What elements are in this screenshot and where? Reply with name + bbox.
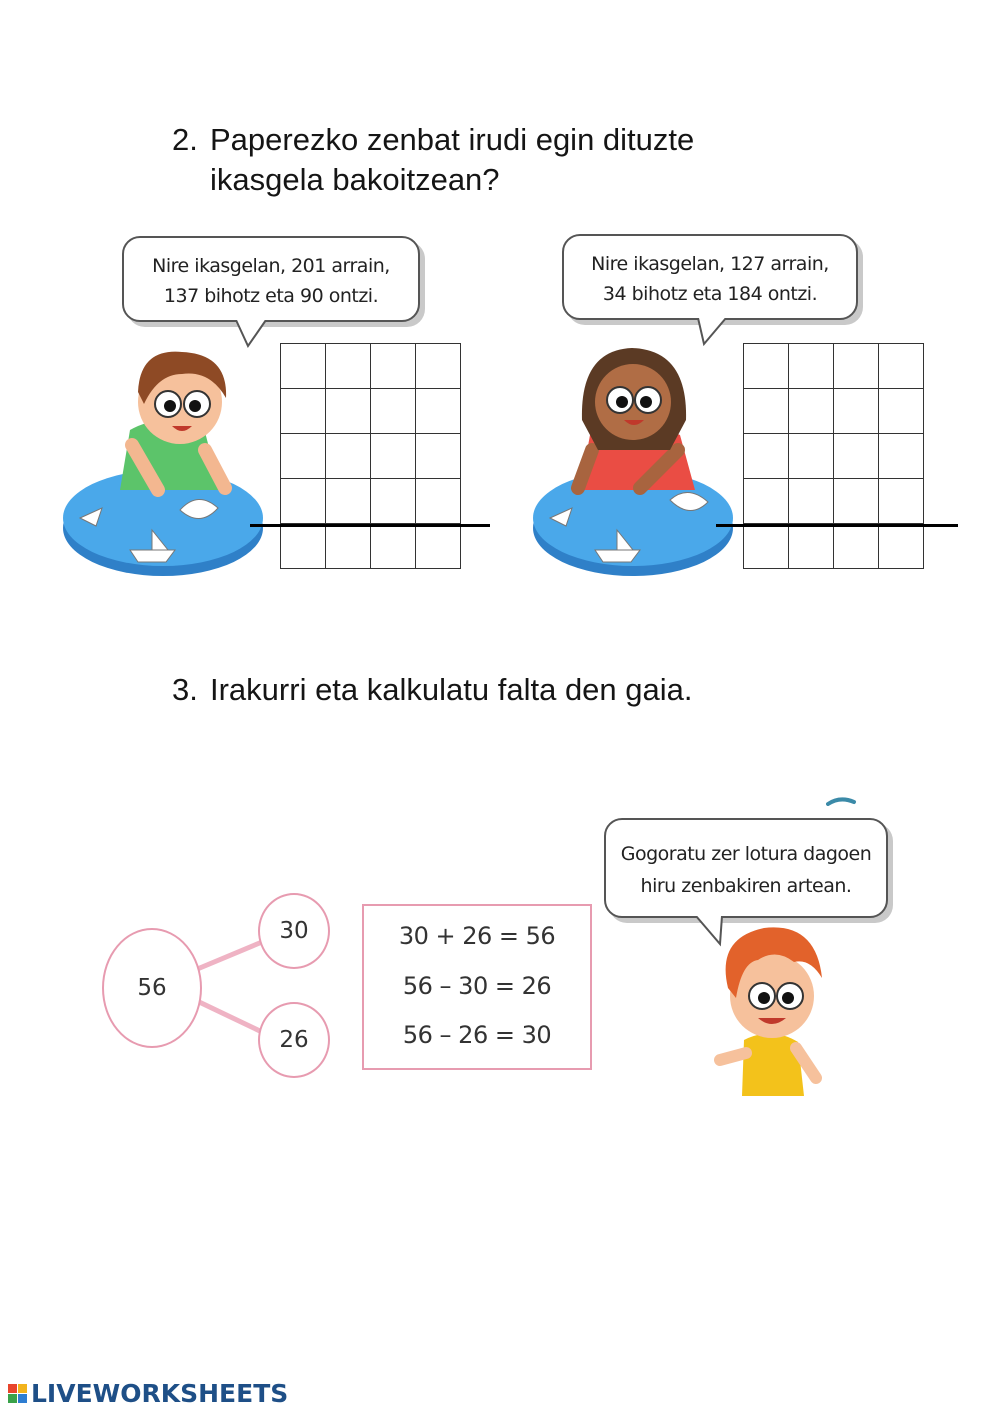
grid-cell[interactable] <box>879 524 924 569</box>
grid-cell[interactable] <box>879 389 924 434</box>
bubble-text-line-1: Gogoratu zer lotura dagoen <box>620 843 872 865</box>
grid-cell[interactable] <box>834 434 879 479</box>
equation-3: 56 – 26 = 30 <box>402 1021 552 1049</box>
grid-cell[interactable] <box>789 389 834 434</box>
grid-cell[interactable] <box>789 344 834 389</box>
speech-bubble-hint <box>604 818 888 918</box>
question-text-line-2: ikasgela bakoitzean? <box>210 162 500 197</box>
answer-grid-2 <box>743 343 924 569</box>
logo-icon <box>8 1383 28 1405</box>
grid-cell[interactable] <box>744 344 789 389</box>
grid-cell[interactable] <box>834 479 879 524</box>
grid-cell[interactable] <box>416 524 461 569</box>
number-bond-connectors <box>0 0 400 1100</box>
grid-cell[interactable] <box>744 389 789 434</box>
grid-cell[interactable] <box>416 389 461 434</box>
bubble-text-line-2: 34 bihotz eta 184 ontzi. <box>602 283 818 305</box>
number-bond-whole <box>102 928 202 1048</box>
grid-cell[interactable] <box>416 434 461 479</box>
number-bond-part-bottom <box>258 1002 330 1078</box>
logo-text: LIVEWORKSHEETS <box>31 1379 289 1408</box>
speech-bubble-girl <box>562 234 858 320</box>
equation-2: 56 – 30 = 26 <box>402 972 552 1000</box>
bubble-text-line-1: Nire ikasgelan, 201 arrain, <box>152 255 390 277</box>
grid-cell[interactable] <box>834 524 879 569</box>
equation-1: 30 + 26 = 56 <box>398 922 556 950</box>
liveworksheets-logo <box>8 1379 288 1408</box>
question-number: 3. <box>172 672 198 707</box>
question-text-line-1: Paperezko zenbat irudi egin dituzte <box>210 122 695 157</box>
grid-cell[interactable] <box>879 434 924 479</box>
part-top-value: 30 <box>279 918 309 944</box>
red-haired-boy-illustration <box>706 918 836 1098</box>
part-bottom-value: 26 <box>279 1027 309 1053</box>
bubble-text-line-2: 137 bihotz eta 90 ontzi. <box>163 285 379 307</box>
bubble-text-line-2: hiru zenbakiren artean. <box>640 875 852 897</box>
grid-cell[interactable] <box>789 479 834 524</box>
question-text-line-1: Irakurri eta kalkulatu falta den gaia. <box>210 672 693 707</box>
grid-cell[interactable] <box>744 434 789 479</box>
grid-cell[interactable] <box>744 479 789 524</box>
grid-cell[interactable] <box>834 344 879 389</box>
grid-cell[interactable] <box>834 389 879 434</box>
number-bond-part-top <box>258 893 330 969</box>
girl-at-table-illustration <box>530 340 740 590</box>
grid-cell[interactable] <box>879 479 924 524</box>
equations-box <box>362 904 592 1070</box>
grid-cell[interactable] <box>744 524 789 569</box>
grid-cell[interactable] <box>789 434 834 479</box>
bubble-text-line-1: Nire ikasgelan, 127 arrain, <box>591 253 829 275</box>
sum-line-2 <box>716 524 958 527</box>
question-number: 2. <box>172 122 198 157</box>
grid-cell[interactable] <box>416 344 461 389</box>
grid-cell[interactable] <box>879 344 924 389</box>
grid-cell[interactable] <box>789 524 834 569</box>
grid-cell[interactable] <box>416 479 461 524</box>
whole-value: 56 <box>137 975 167 1001</box>
decorative-mark <box>826 796 858 806</box>
